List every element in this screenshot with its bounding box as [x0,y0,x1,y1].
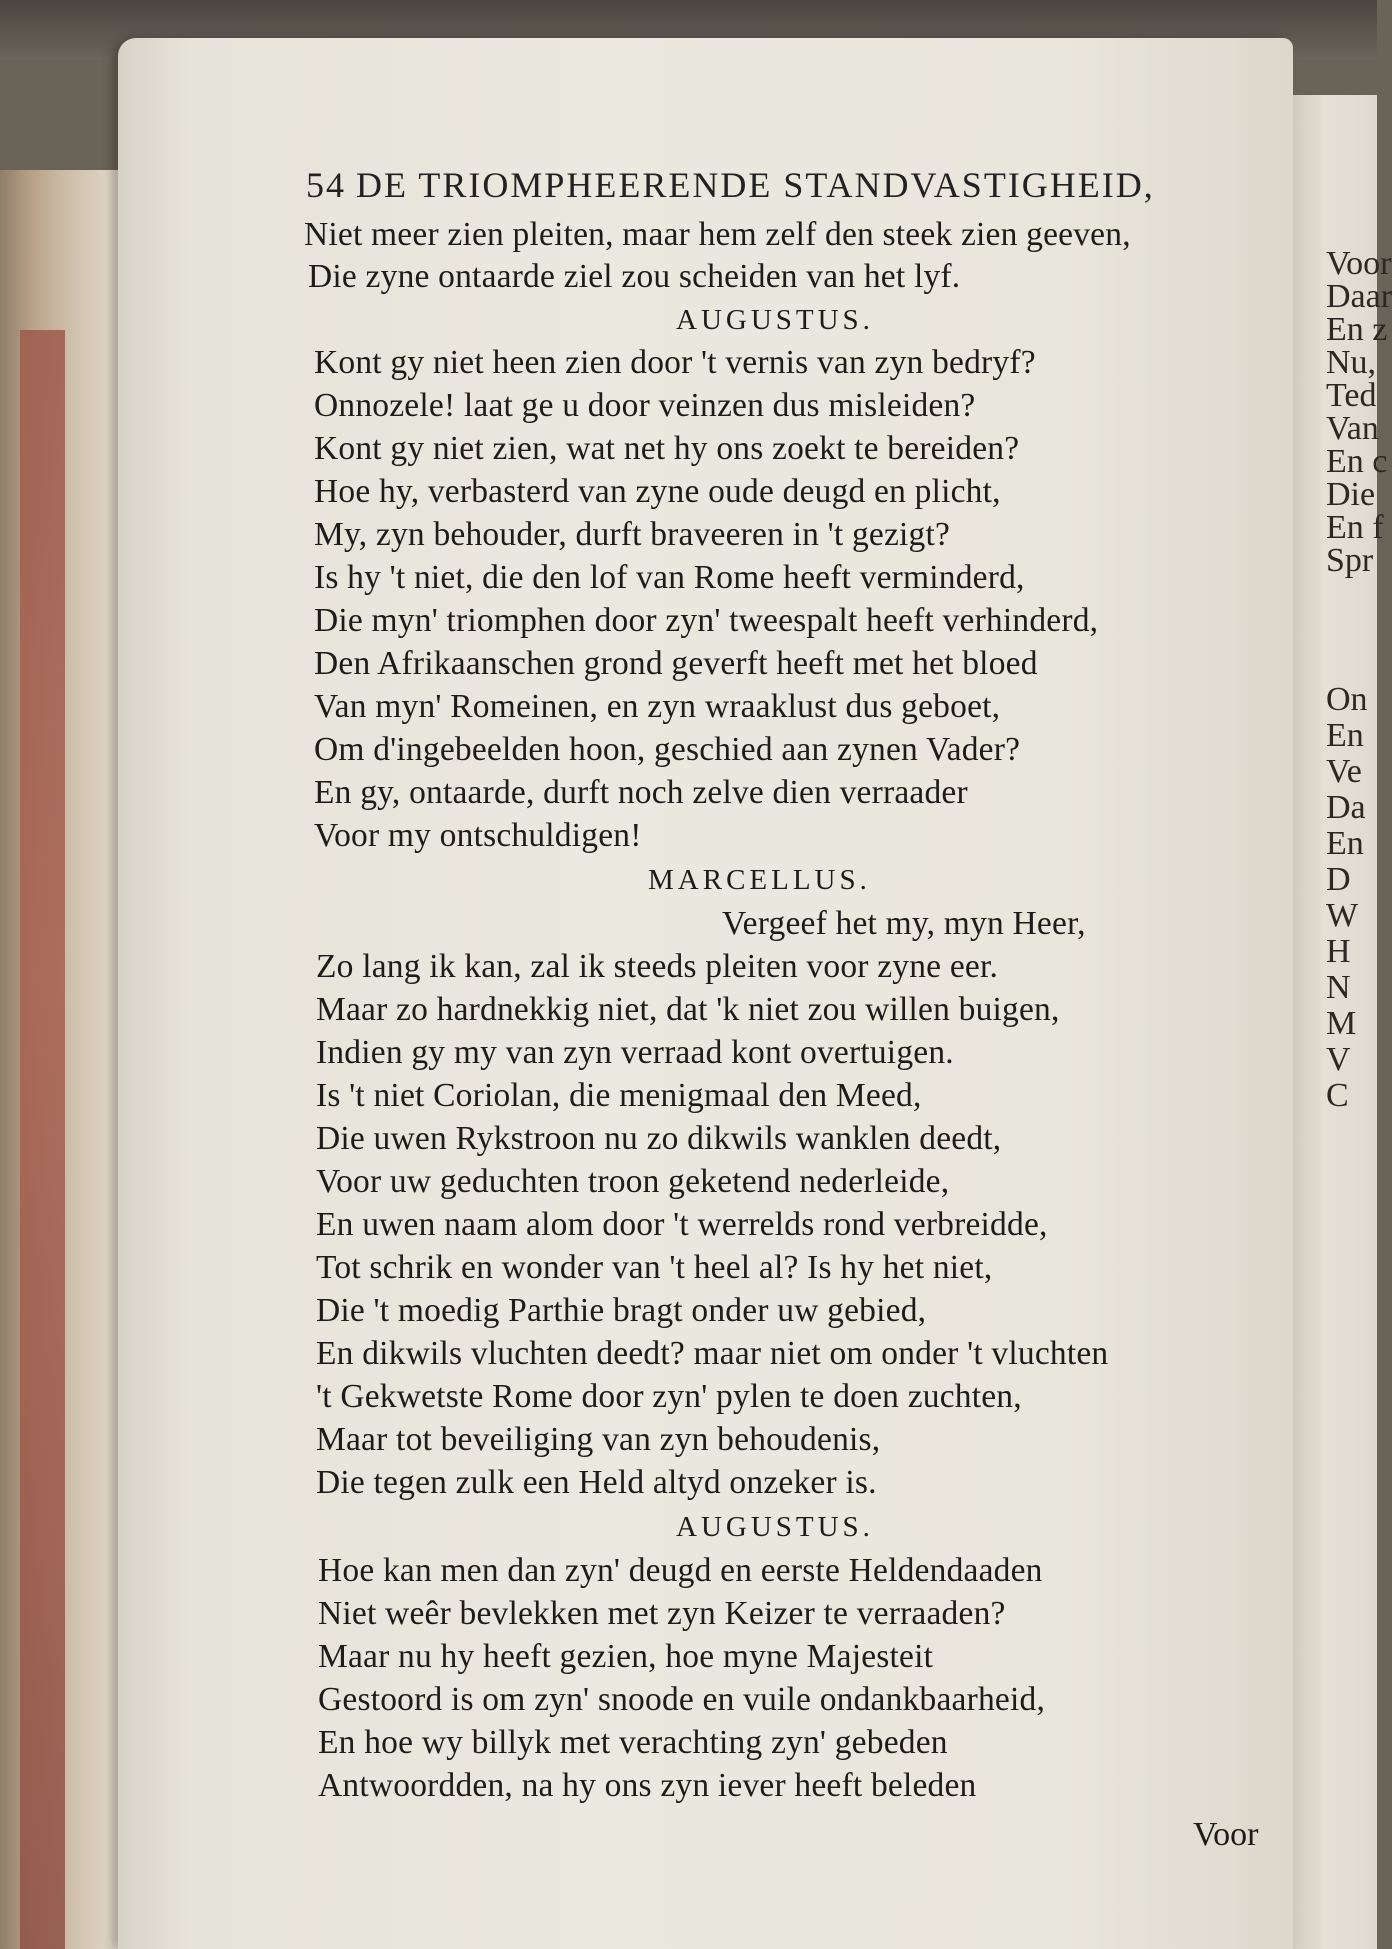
verse-line: Die 't moedig Parthie bragt onder uw gebied, [316,1292,927,1329]
verse-line: 't Gekwetste Rome door zyn' pylen te doen zuchten, [316,1378,1022,1415]
facing-page-fragment: On [1326,681,1368,718]
facing-page-fragment: M [1326,1005,1357,1042]
page-number: 54 [306,165,346,205]
verse-line: Is hy 't niet, die den lof van Rome heeft verminderd, [314,559,1025,596]
verse-line: Den Afrikaanschen grond geverft heeft met het bloed [314,645,1038,682]
running-title: DE TRIOMPHEERENDE STANDVASTIGHEID, [356,165,1155,205]
verse-line: Voor uw geduchten troon geketend nederleide, [316,1163,950,1200]
verse-line: Om d'ingebeelden hoon, geschied aan zynen Vader? [314,731,1021,768]
verse-line: Maar zo hardnekkig niet, dat 'k niet zou willen buigen, [316,991,1060,1028]
facing-page-fragment: H [1326,933,1351,970]
speaker-name: AUGUSTUS. [676,304,874,336]
verse-line: Antwoordden, na hy ons zyn iever heeft beleden [318,1767,977,1804]
verse-line: En hoe wy billyk met verachting zyn' gebeden [318,1724,948,1761]
facing-page-fragment: En z [1326,311,1388,348]
verse-line: Gestoord is om zyn' snoode en vuile ondankbaarheid, [318,1681,1046,1718]
verse-line: Hoe hy, verbasterd van zyne oude deugd en plicht, [314,473,1001,510]
facing-page-fragment: Ve [1326,753,1362,790]
verse-line: En uwen naam alom door 't werrelds rond verbreidde, [316,1206,1048,1243]
verse-line: Kont gy niet heen zien door 't vernis van zyn bedryf? [314,344,1036,381]
verse-line: Die zyne ontaarde ziel zou scheiden van het lyf. [308,258,961,295]
verse-line: Niet weêr bevlekken met zyn Keizer te verraaden? [318,1595,1006,1632]
verse-line: Hoe kan men dan zyn' deugd en eerste Heldendaaden [318,1552,1043,1589]
facing-page [1290,95,1392,1949]
facing-page-fragment: Daar [1326,278,1392,315]
speaker-name: AUGUSTUS. [676,1511,874,1543]
facing-page-fragment: En c [1326,443,1388,480]
verse-line: Maar nu hy heeft gezien, hoe myne Majesteit [318,1638,934,1675]
verse-line: Die tegen zulk een Held altyd onzeker is. [316,1464,877,1501]
facing-page-fragment: Nu, [1326,344,1377,381]
verse-line: Vergeef het my, myn Heer, [722,905,1086,942]
verse-line: Die uwen Rykstroon nu zo dikwils wanklen deedt, [316,1120,1002,1157]
verse-line: Indien gy my van zyn verraad kont overtuigen. [316,1034,954,1071]
facing-page-fragment: Spr [1326,542,1374,579]
verse-line: Is 't niet Coriolan, die menigmaal den Meed, [316,1077,922,1114]
facing-page-fragment: Ted [1326,377,1377,414]
verse-line: Die myn' triomphen door zyn' tweespalt heeft verhinderd, [314,602,1099,639]
verse-line: Voor my ontschuldigen! [314,817,642,854]
verse-line: Zo lang ik kan, zal ik steeds pleiten voor zyne eer. [316,948,999,985]
speaker-name: MARCELLUS. [648,864,871,896]
facing-page-fragment: En f [1326,509,1384,546]
verse-line: En dikwils vluchten deedt? maar niet om onder 't vluchten [316,1335,1109,1372]
running-head [306,164,1155,206]
verse-line: Onnozele! laat ge u door veinzen dus misleiden? [314,387,976,424]
verse-line: En gy, ontaarde, durft noch zelve dien verraader [314,774,968,811]
facing-page-fragment: En [1326,825,1364,862]
facing-page-fragment: En [1326,717,1364,754]
facing-page-fragment: N [1326,969,1351,1006]
facing-page-fragment: Die [1326,476,1376,513]
catchword: Voor [1193,1816,1259,1853]
verse-line: Tot schrik en wonder van 't heel al? Is hy het niet, [316,1249,993,1286]
facing-page-fragment: D [1326,861,1351,898]
book-page [118,38,1293,1949]
verse-line: Kont gy niet zien, wat net hy ons zoekt te bereiden? [314,430,1020,467]
verse-line: Maar tot beveiliging van zyn behoudenis, [316,1421,881,1458]
facing-page-fragment: W [1326,897,1359,934]
facing-page-fragment: Van [1326,410,1379,447]
binding-strip [20,330,65,1949]
verse-line: My, zyn behouder, durft braveeren in 't gezigt? [314,516,951,553]
facing-page-fragment: V [1326,1041,1351,1078]
facing-page-fragment: Voor [1326,245,1392,282]
facing-page-fragment: Da [1326,789,1366,826]
verse-line: Niet meer zien pleiten, maar hem zelf den steek zien geeven, [304,216,1131,253]
facing-page-fragment: C [1326,1077,1349,1114]
verse-line: Van myn' Romeinen, en zyn wraaklust dus geboet, [314,688,1001,725]
